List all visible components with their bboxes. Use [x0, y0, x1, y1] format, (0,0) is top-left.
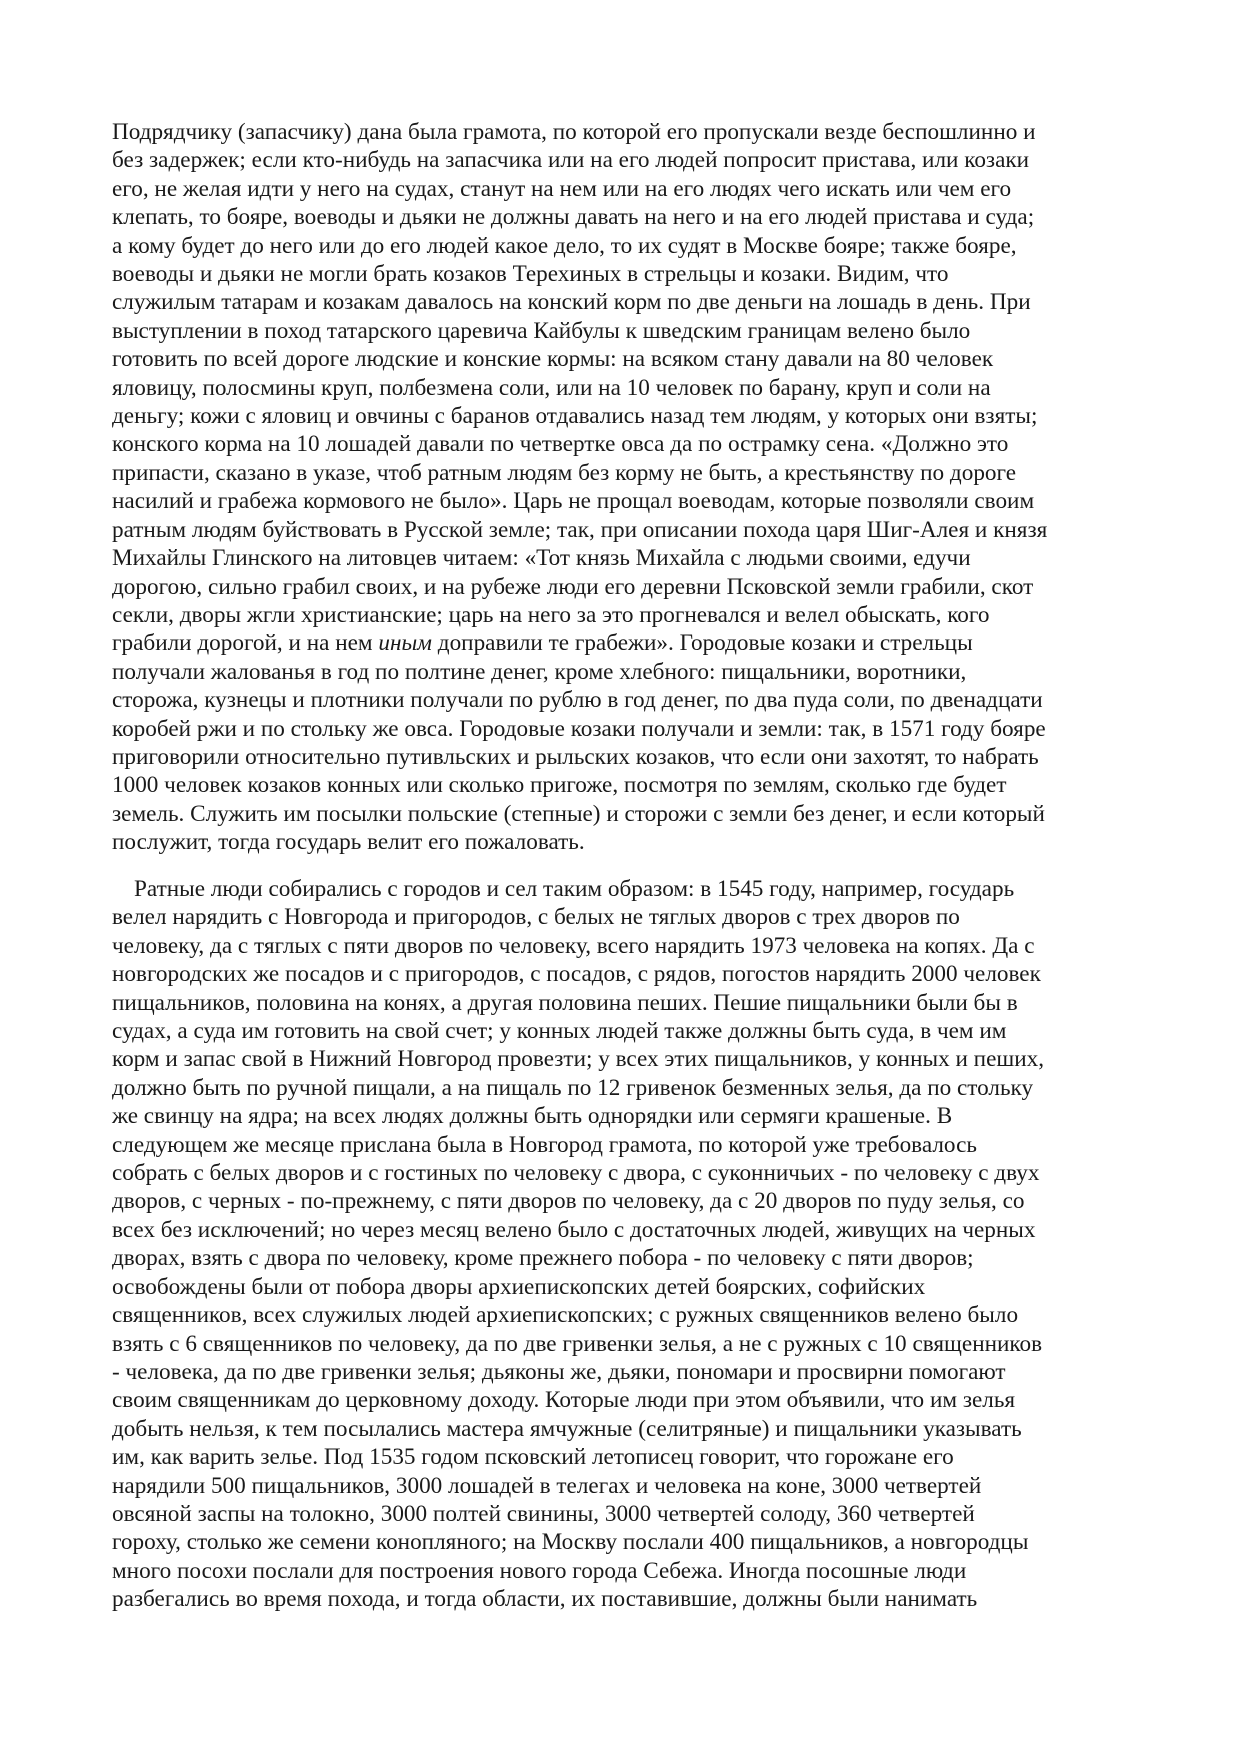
text-line: человеку, да с тяглых с пяти дворов по человеку, всего нарядить 1973 человека на копях. Да с [112, 932, 1035, 959]
text-line: дворах, взять с двора по человеку, кроме прежнего побора - по человеку с пяти дворов; [112, 1245, 974, 1272]
text-line: клепать, то бояре, воеводы и дьяки не должны давать на него и на его людей пристава и суда; [112, 204, 1035, 231]
text-line: своим священникам до церковному доходу. Которые люди при этом объявили, что им зелья [112, 1387, 1016, 1414]
text-line: конского корма на 10 лошадей давали по четвертке овса да по острамку сена. «Должно это [112, 431, 1009, 458]
text-run: грабили дорогой, и на нем [112, 630, 379, 657]
text-line: нарядили 500 пищальников, 3000 лошадей в телегах и человека на коне, 3000 четвертей [112, 1472, 982, 1499]
text-line: послужит, тогда государь велит его пожаловать. [112, 829, 585, 856]
text-line: ратным людям буйствовать в Русской земле; так, при описании похода царя Шиг-Алея и князя [112, 516, 1048, 543]
text-line: гороху, столько же семени конопляного; на Москву послали 400 пищальников, а новгородцы [112, 1529, 1029, 1556]
text-line: взять с 6 священников по человеку, да по две гривенки зелья, а не с ружных с 10 священников [112, 1330, 1043, 1357]
text-line: корм и запас свой в Нижний Новгород провезти; у всех этих пищальников, у конных и пеших, [112, 1046, 1045, 1073]
paragraph-1 [112, 118, 1142, 857]
text-line: пищальников, половина на конях, а другая половина пеших. Пешие пищальники были бы в [112, 989, 1018, 1016]
text-line: - человека, да по две гривенки зелья; дьяконы же, дьяки, пономари и просвирни помогают [112, 1358, 1006, 1385]
text-line: яловицу, полосмины круп, полбезмена соли, или на 10 человек по барану, круп и соли на [112, 374, 991, 401]
text-line: а кому будет до него или до его людей какое дело, то их судят в Москве бояре; также бояре, [112, 232, 1017, 259]
text-line: всех без исключений; но через месяц велено было с достаточных людей, живущих на черных [112, 1216, 1036, 1243]
text-line: секли, дворы жгли христианские; царь на него за это прогневался и велел обыскать, кого [112, 601, 990, 628]
text-line: же свинцу на ядра; на всех людях должны быть однорядки или сермяги крашеные. В [112, 1103, 953, 1130]
text-line: приговорили относительно путивльских и рыльских козаков, что если они захотят, то набрать [112, 743, 1039, 770]
text-line: собрать с белых дворов и с гостиных по человеку с двора, с суконничьих - по человеку с двух [112, 1160, 1040, 1187]
text-line: овсяной заспы на толокно, 3000 полтей свинины, 3000 четвертей солоду, 360 четвертей [112, 1500, 975, 1527]
italic-word: иным [378, 630, 432, 657]
text-line: новгородских же посадов и с пригородов, с посадов, с рядов, погостов нарядить 2000 человек [112, 961, 1041, 988]
text-line: служилым татарам и козакам давалось на конский корм по две деньги на лошадь в день. При [112, 289, 1031, 316]
text-line: готовить по всей дороге людские и конские кормы: на всяком стану давали на 80 человек [112, 346, 994, 373]
text-line: воеводы и дьяки не могли брать козаков Терехиных в стрельцы и козаки. Видим, что [112, 261, 949, 288]
text-line: дворов, с черных - по-прежнему, с пяти дворов по человеку, да с 20 дворов по пуду зелья, со [112, 1188, 1025, 1215]
text-line: получали жалованья в год по полтине денег, кроме хлебного: пищальники, воротники, [112, 658, 967, 685]
text-line: следующем же месяце прислана была в Новгород грамота, по которой уже требовалось [112, 1131, 977, 1158]
text-line: его, не желая идти у него на судах, станут на нем или на его людях чего искать или чем его [112, 175, 1012, 202]
text-line: должно быть по ручной пищали, а на пищаль по 12 гривенок безменных зелья, да по стольку [112, 1074, 1034, 1101]
paragraph-2 [112, 875, 1142, 1614]
text-line: Михайлы Глинского на литовцев читаем: «Тот князь Михайла с людьми своими, едучи [112, 545, 971, 572]
text-line: выступлении в поход татарского царевича Кайбулы к шведским границам велено было [112, 317, 971, 344]
text-line: дорогою, сильно грабил своих, и на рубеже люди его деревни Псковской земли грабили, скот [112, 573, 1034, 600]
text-line: добыть нельзя, к тем посылались мастера ямчужные (селитряные) и пищальники указывать [112, 1415, 1022, 1442]
text-line: 1000 человек козаков конных или сколько пригоже, посмотря по землям, сколько где будет [112, 772, 1007, 799]
text-run: доправили те грабежи». Городовые козаки и стрельцы [431, 630, 973, 657]
text-line: Подрядчику (запасчику) дана была грамота, по которой его пропускали везде беспошлинно и [112, 119, 1036, 145]
text-line: Ратные люди собирались с городов и сел таким образом: в 1545 году, например, государь [134, 876, 1015, 902]
text-line: много посохи послали для построения нового города Себежа. Иногда посошные люди [112, 1557, 967, 1584]
text-line: деньгу; кожи с яловиц и овчины с баранов отдавались назад тем людям, у которых они взяты; [112, 403, 1038, 430]
text-line: им, как варить зелье. Под 1535 годом псковский летописец говорит, что горожане его [112, 1444, 954, 1471]
text-line [112, 629, 1142, 657]
text-line: освобождены были от побора дворы архиепископских детей боярских, софийских [112, 1273, 926, 1300]
text-line: насилий и грабежа кормового не было». Царь не прощал воеводам, которые позволяли своим [112, 488, 1035, 515]
text-line: сторожа, кузнецы и плотники получали по рублю в год денег, по два пуда соли, по двенадцати [112, 687, 1043, 714]
text-line: велел нарядить с Новгорода и пригородов, с белых не тяглых дворов с трех дворов по [112, 904, 960, 931]
text-line: земель. Служить им посылки польские (степные) и сторожи с земли без денег, и если который [112, 800, 1045, 827]
text-line: коробей ржи и по стольку же овса. Городовые козаки получали и земли: так, в 1571 году бояре [112, 715, 1046, 742]
text-line: без задержек; если кто-нибудь на запасчика или на его людей попросит пристава, или козаки [112, 147, 1030, 174]
text-line: припасти, сказано в указе, чтоб ратным людям без корму не быть, а крестьянству по дороге [112, 459, 1017, 486]
text-line: священников, всех служилых людей архиепископских; с ружных священников велено было [112, 1302, 1019, 1329]
text-line: судах, а суда им готовить на свой счет; у конных людей также должны быть суда, в чем им [112, 1018, 1007, 1045]
text-line: разбегались во время похода, и тогда области, их поставившие, должны были нанимать [112, 1586, 978, 1613]
